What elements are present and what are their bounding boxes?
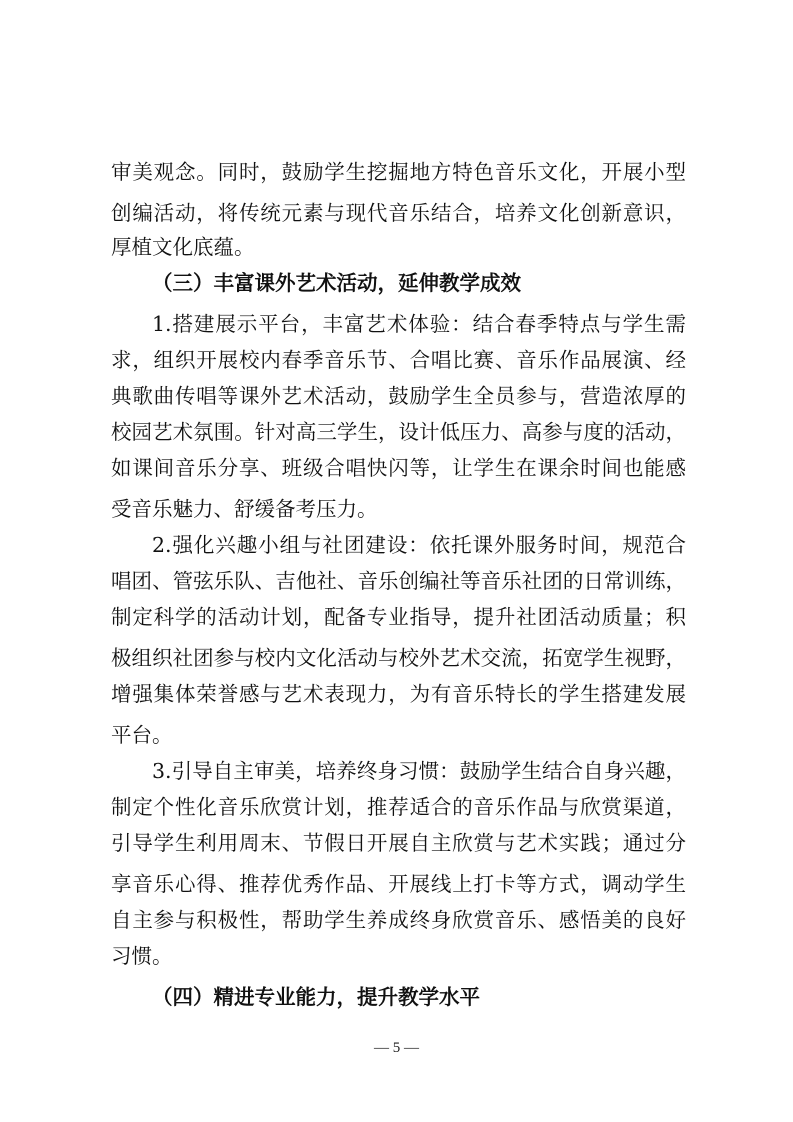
paragraph-line: 引导学生利用周末、节假日开展自主欣赏与艺术实践；通过分: [111, 831, 686, 855]
paragraph-line: 创编活动，将传统元素与现代音乐结合，培养文化创新意识，: [111, 201, 686, 225]
paragraph-line: 增强集体荣誉感与艺术表现力，为有音乐特长的学生搭建发展: [111, 682, 686, 706]
paragraph-line: 制定个性化音乐欣赏计划，推荐适合的音乐作品与欣赏渠道，: [111, 795, 686, 819]
paragraph-line: 享音乐心得、推荐优秀作品、开展线上打卡等方式，调动学生: [111, 872, 686, 896]
paragraph-line: 极组织社团参与校内文化活动与校外艺术交流，拓宽学生视野，: [111, 646, 686, 670]
paragraph-line: 求，组织开展校内春季音乐节、合唱比赛、音乐作品展演、经: [111, 348, 686, 372]
paragraph-line: 校园艺术氛围。针对高三学生，设计低压力、高参与度的活动，: [111, 420, 686, 444]
paragraph-line: 习惯。: [111, 944, 173, 968]
section-heading: （四）精进专业能力，提升教学水平: [152, 985, 480, 1009]
paragraph-line: 自主参与积极性，帮助学生养成终身欣赏音乐、感悟美的良好: [111, 908, 686, 932]
paragraph-line: 审美观念。同时，鼓励学生挖掘地方特色音乐文化，开展小型: [111, 160, 686, 184]
paragraph-line: 平台。: [111, 723, 173, 747]
paragraph-line: 典歌曲传唱等课外艺术活动，鼓励学生全员参与，营造浓厚的: [111, 384, 686, 408]
paragraph-line: 1.搭建展示平台，丰富艺术体验：结合春季特点与学生需: [152, 312, 686, 336]
paragraph-line: 2.强化兴趣小组与社团建设：依托课外服务时间，规范合: [152, 533, 686, 557]
page-number: — 5 —: [374, 1040, 419, 1056]
section-heading: （三）丰富课外艺术活动，延伸教学成效: [152, 271, 521, 295]
paragraph-line: 厚植文化底蕴。: [111, 235, 255, 259]
paragraph-line: 制定科学的活动计划，配备专业指导，提升社团活动质量；积: [111, 605, 686, 629]
paragraph-line: 唱团、管弦乐队、吉他社、音乐创编社等音乐社团的日常训练，: [111, 569, 686, 593]
paragraph-line: 如课间音乐分享、班级合唱快闪等，让学生在课余时间也能感: [111, 456, 686, 480]
paragraph-line: 3.引导自主审美，培养终身习惯：鼓励学生结合自身兴趣，: [152, 759, 686, 783]
paragraph-line: 受音乐魅力、舒缓备考压力。: [111, 497, 378, 521]
